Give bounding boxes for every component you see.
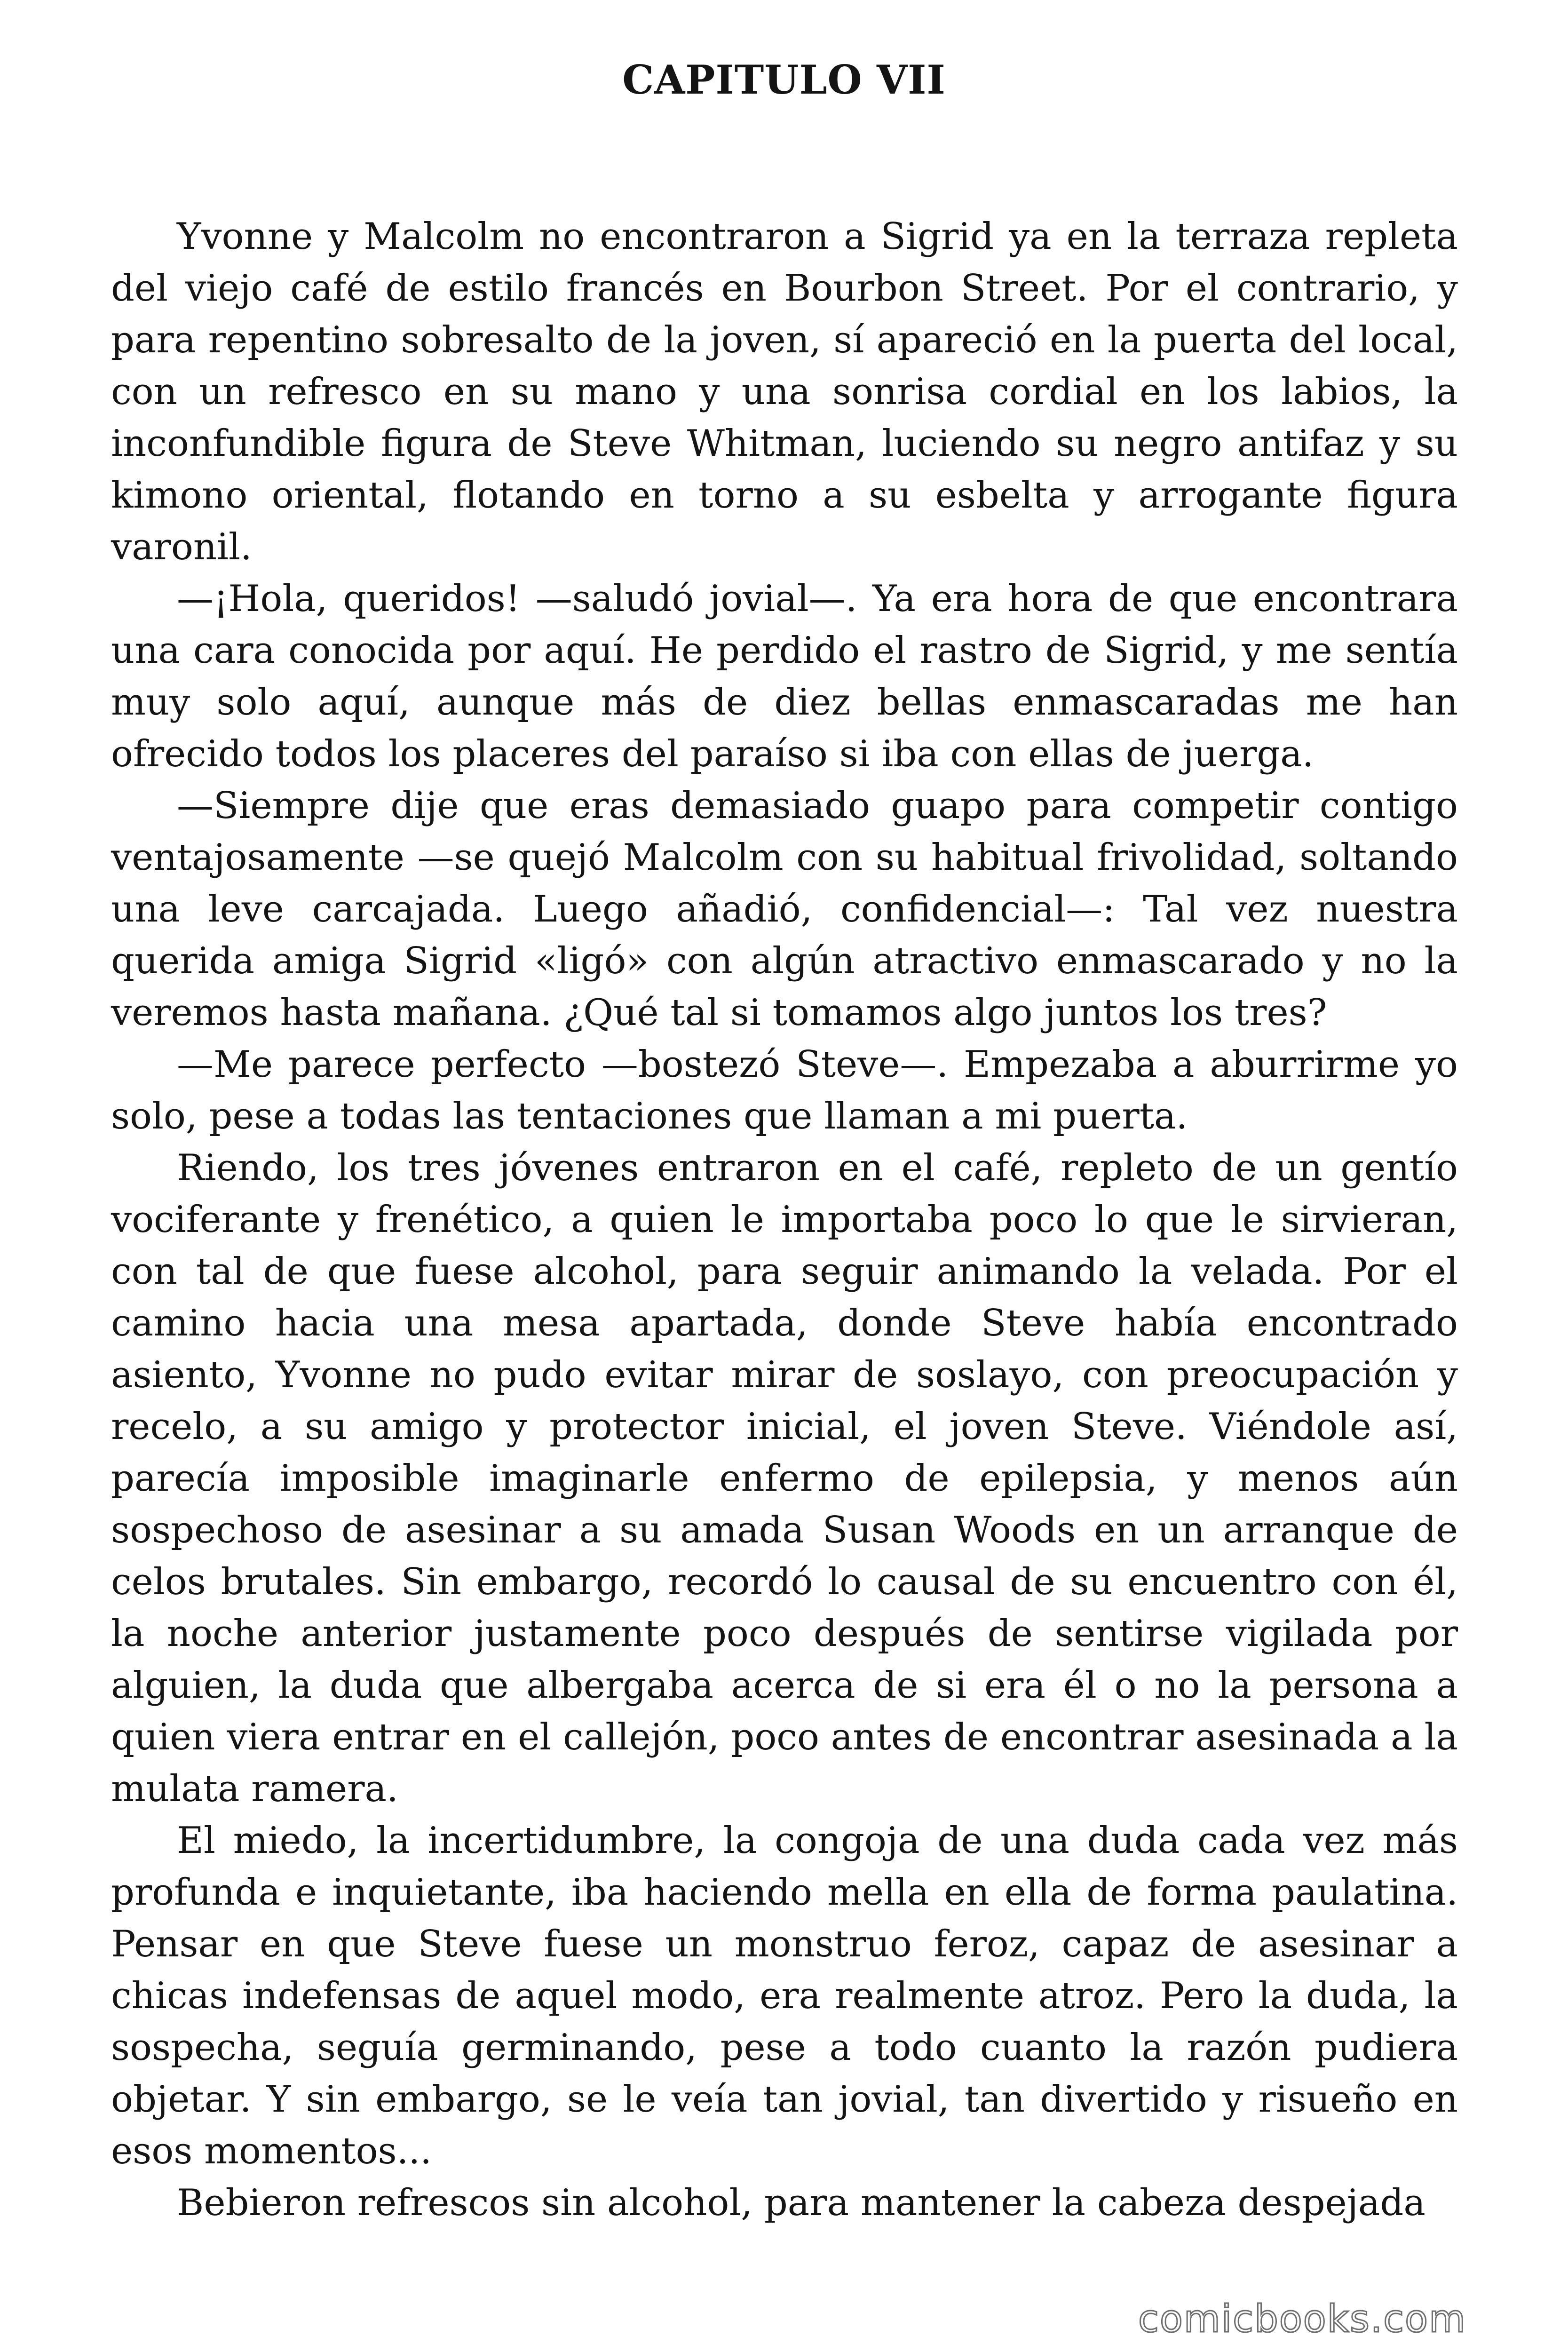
paragraph: —Siempre dije que eras demasiado guapo para competir contigo ventajosamente —se quejó Malcolm con su habitual frivolidad, soltando una leve carcajada. Luego añadió, confidencial—: Tal vez nuestra querida amiga Sigrid «ligó» con algún atractivo enmascarado y no la veremos hasta mañana. ¿Qué tal si tomamos algo juntos los tres?: [111, 785, 1458, 1034]
paragraph: Riendo, los tres jóvenes entraron en el café, repleto de un gentío vociferante y frenético, a quien le importaba poco lo que le sirvieran, con tal de que fuese alcohol, para seguir animando la velada. Por el camino hacia una mesa apartada, donde Steve había encontrado asiento, Yvonne no pudo evitar mirar de soslayo, con preocupación y recelo, a su amigo y protector inicial, el joven Steve. Viéndole así, parecía imposible imaginarle enfermo de epilepsia, y menos aún sospechoso de asesinar a su amada Susan Woods en un arranque de celos brutales. Sin embargo, recordó lo causal de su encuentro con él, la noche anterior justamente poco después de sentirse vigilada por alguien, la duda que albergaba acerca de si era él o no la persona a quien viera entrar en el callejón, poco antes de encontrar asesinada a la mulata ramera.: [111, 1147, 1458, 1810]
paragraph: —Me parece perfecto —bostezó Steve—. Empezaba a aburrirme yo solo, pese a todas las tentaciones que llaman a mi puerta.: [111, 1043, 1458, 1137]
paragraph: El miedo, la incertidumbre, la congoja de una duda cada vez más profunda e inquietante, iba haciendo mella en ella de forma paulatina. Pensar en que Steve fuese un monstruo feroz, capaz de asesinar a chicas indefensas de aquel modo, era realmente atroz. Pero la duda, la sospecha, seguía germinando, pese a todo cuanto la razón pudiera objetar. Y sin embargo, se le veía tan jovial, tan divertido y risueño en esos momentos...: [111, 1820, 1458, 2172]
chapter-body: [111, 211, 1458, 2229]
chapter-title: CAPITULO VII: [622, 56, 946, 103]
watermark-logo: comicbooks.com: [1138, 2297, 1467, 2341]
paragraph: —¡Hola, queridos! —saludó jovial—. Ya era hora de que encontrara una cara conocida por aquí. He perdido el rastro de Sigrid, y me sentía muy solo aquí, aunque más de diez bellas enmascaradas me han ofrecido todos los placeres del paraíso si iba con ellas de juerga.: [111, 578, 1458, 775]
paragraph: Yvonne y Malcolm no encontraron a Sigrid ya en la terraza repleta del viejo café de estilo francés en Bourbon Street. Por el contrario, y para repentino sobresalto de la joven, sí apareció en la puerta del local, con un refresco en su mano y una sonrisa cordial en los labios, la inconfundible figura de Steve Whitman, luciendo su negro antifaz y su kimono oriental, flotando en torno a su esbelta y arrogante figura varonil.: [111, 215, 1458, 568]
paragraph: Bebieron refrescos sin alcohol, para mantener la cabeza despejada: [177, 2182, 1425, 2224]
